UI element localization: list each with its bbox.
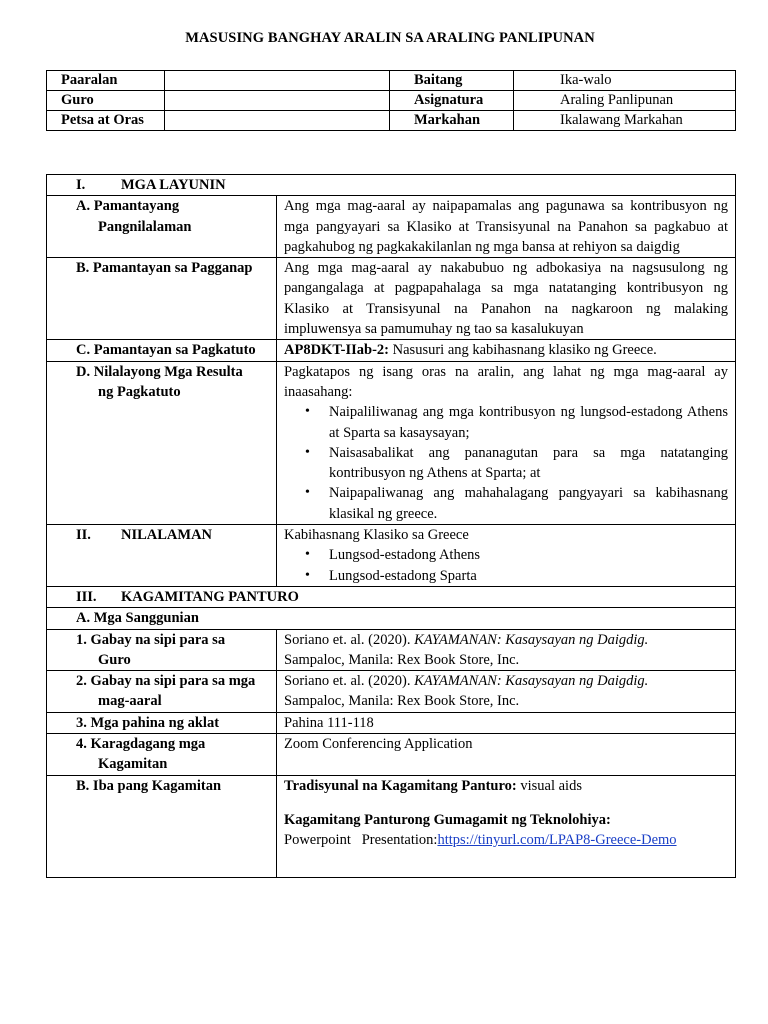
label-line-2: Pangnilalaman — [98, 218, 192, 235]
citation-book-title: KAYAMANAN: Kasaysayan ng Daigdig. — [414, 631, 649, 648]
section-2-header — [47, 525, 277, 587]
pamantayang-pangnilalaman-text: Ang mga mag-aaral ay naipapamalas ang pagunawa sa kontribusyon ng mga pangyayari sa Klasiko at Transisyunal na Panahon sa pagkabuo at pagkahubog ng pagkakakilanlan ng mga bansa at rehiyon sa daigdig — [277, 196, 736, 258]
label-line-1: A. Pamantayang — [76, 198, 180, 215]
pamantayan-pagganap-text: Ang mga mag-aaral ay nakabubuo ng adbokasiya na nagsusulong ng pangangalaga at pagpapahalaga sa mga natatanging kontribusyon ng Klasiko at Transisyunal na Panahon na nagkaroon ng malaking impluwensya sa pamumuhay ng tao sa kasalukuyan — [277, 258, 736, 340]
iba-pang-kagamitan-row — [47, 775, 736, 877]
pamantayang-pangnilalaman-label — [47, 196, 277, 258]
presentation-link[interactable]: https://tinyurl.com/LPAP8-Greece-Demo — [437, 832, 677, 849]
nilalaman-list — [284, 545, 728, 586]
label-line-1: 4. Karagdagang mga — [76, 736, 206, 753]
traditional-label: Tradisyunal na Kagamitang Panturo: — [284, 777, 517, 794]
competency-code: AP8DKT-IIab-2: — [284, 342, 390, 359]
section-1-number: I. — [76, 177, 86, 193]
info-row-2 — [47, 91, 736, 111]
traditional-materials — [284, 776, 728, 796]
karagdagang-kagamitan-text: Zoom Conferencing Application — [277, 734, 736, 776]
info-row-1 — [47, 71, 736, 91]
section-2-title: NILALAMAN — [121, 527, 213, 544]
technology-label: Kagamitang Panturong Gumagamit ng Teknolohiya: — [284, 811, 611, 828]
pamantayan-pagkatuto-label: C. Pamantayan sa Pagkatuto — [47, 340, 277, 361]
karagdagang-kagamitan-label — [47, 734, 277, 776]
section-2-row — [47, 525, 736, 587]
guro-label: Guro — [47, 91, 165, 111]
citation-authors: Soriano et. al. (2020). — [284, 631, 415, 648]
section-3-header — [47, 586, 736, 607]
nilalaman-topic: Kabihasnang Klasiko sa Greece — [284, 527, 469, 544]
section-1-title: MGA LAYUNIN — [121, 177, 226, 193]
iba-pang-kagamitan-text — [277, 775, 736, 877]
section-3-number: III. — [76, 588, 97, 605]
asignatura-value: Araling Panlipunan — [514, 91, 736, 111]
pamantayang-pangnilalaman-row — [47, 196, 736, 258]
lesson-plan-table — [46, 174, 736, 878]
karagdagang-kagamitan-row — [47, 734, 736, 776]
objectives-list — [284, 402, 728, 524]
gabay-mag-aaral-text — [277, 671, 736, 713]
resulta-pagkatuto-text — [277, 361, 736, 524]
mga-sanggunian-header: A. Mga Sanggunian — [47, 608, 736, 629]
baitang-value: Ika-walo — [514, 71, 736, 91]
markahan-label: Markahan — [390, 111, 514, 131]
label-line-1: 2. Gabay na sipi para sa mga — [76, 673, 256, 690]
citation-book-title: KAYAMANAN: Kasaysayan ng Daigdig. — [414, 673, 649, 690]
info-row-3 — [47, 111, 736, 131]
objectives-intro: Pagkatapos ng isang oras na aralin, ang lahat ng mga mag-aaral ay inaasahang: — [284, 363, 728, 400]
citation-publisher: Sampaloc, Manila: Rex Book Store, Inc. — [284, 693, 520, 710]
gabay-guro-row — [47, 629, 736, 671]
competency-text: Nasusuri ang kabihasnang klasiko ng Greece. — [389, 342, 657, 359]
section-2-number: II. — [76, 527, 91, 544]
paaralan-value — [165, 71, 390, 91]
paaralan-label: Paaralan — [47, 71, 165, 91]
nilalaman-text — [277, 525, 736, 587]
label-line-2: mag-aaral — [98, 693, 162, 710]
list-item: • Naipaliliwanag ang mga kontribusyon ng lungsod-estadong Athens at Sparta sa kasaysayan; — [329, 402, 728, 443]
iba-pang-kagamitan-label: B. Iba pang Kagamitan — [47, 775, 277, 877]
gabay-guro-label — [47, 629, 277, 671]
pamantayan-pagganap-row — [47, 258, 736, 340]
traditional-value: visual aids — [516, 777, 582, 794]
pahina-aklat-label: 3. Mga pahina ng aklat — [47, 712, 277, 733]
label-line-2: Guro — [98, 651, 131, 668]
label-line-1: 1. Gabay na sipi para sa — [76, 631, 226, 648]
list-item: • Lungsod-estadong Athens — [329, 545, 728, 565]
pamantayan-pagkatuto-row — [47, 340, 736, 361]
gabay-mag-aaral-label — [47, 671, 277, 713]
petsa-label: Petsa at Oras — [47, 111, 165, 131]
resulta-pagkatuto-label — [47, 361, 277, 524]
guro-value — [165, 91, 390, 111]
powerpoint-label: Powerpoint Presentation: — [284, 832, 438, 849]
info-table — [46, 70, 736, 131]
label-line-2: ng Pagkatuto — [98, 383, 181, 400]
gabay-mag-aaral-row — [47, 671, 736, 713]
list-item: • Naisasabalikat ang pananagutan para sa mga natatanging kontribusyon ng Athens at Sparta; at — [329, 443, 728, 484]
gabay-guro-text — [277, 629, 736, 671]
list-item: • Lungsod-estadong Sparta — [329, 566, 728, 586]
mga-sanggunian-row — [47, 608, 736, 629]
citation-publisher: Sampaloc, Manila: Rex Book Store, Inc. — [284, 651, 520, 668]
list-item: • Naipapaliwanag ang mahahalagang pangyayari sa kabihasnang klasikal ng greece. — [329, 483, 728, 524]
section-1-header — [47, 175, 736, 196]
pahina-aklat-text: Pahina 111-118 — [277, 712, 736, 733]
section-3-title: KAGAMITANG PANTURO — [121, 588, 299, 605]
label-line-1: D. Nilalayong Mga Resulta — [76, 363, 243, 380]
section-3-header-row — [47, 586, 736, 607]
powerpoint-line — [284, 830, 728, 850]
citation-authors: Soriano et. al. (2020). — [284, 673, 415, 690]
pahina-aklat-row — [47, 712, 736, 733]
petsa-value — [165, 111, 390, 131]
pamantayan-pagkatuto-text — [277, 340, 736, 361]
asignatura-label: Asignatura — [390, 91, 514, 111]
markahan-value: Ikalawang Markahan — [514, 111, 736, 131]
pamantayan-pagganap-label: B. Pamantayan sa Pagganap — [47, 258, 277, 340]
baitang-label: Baitang — [390, 71, 514, 91]
section-1-header-row — [47, 175, 736, 196]
resulta-pagkatuto-row — [47, 361, 736, 524]
label-line-2: Kagamitan — [98, 756, 168, 773]
document-title: MASUSING BANGHAY ARALIN SA ARALING PANLIPUNAN — [185, 30, 595, 46]
